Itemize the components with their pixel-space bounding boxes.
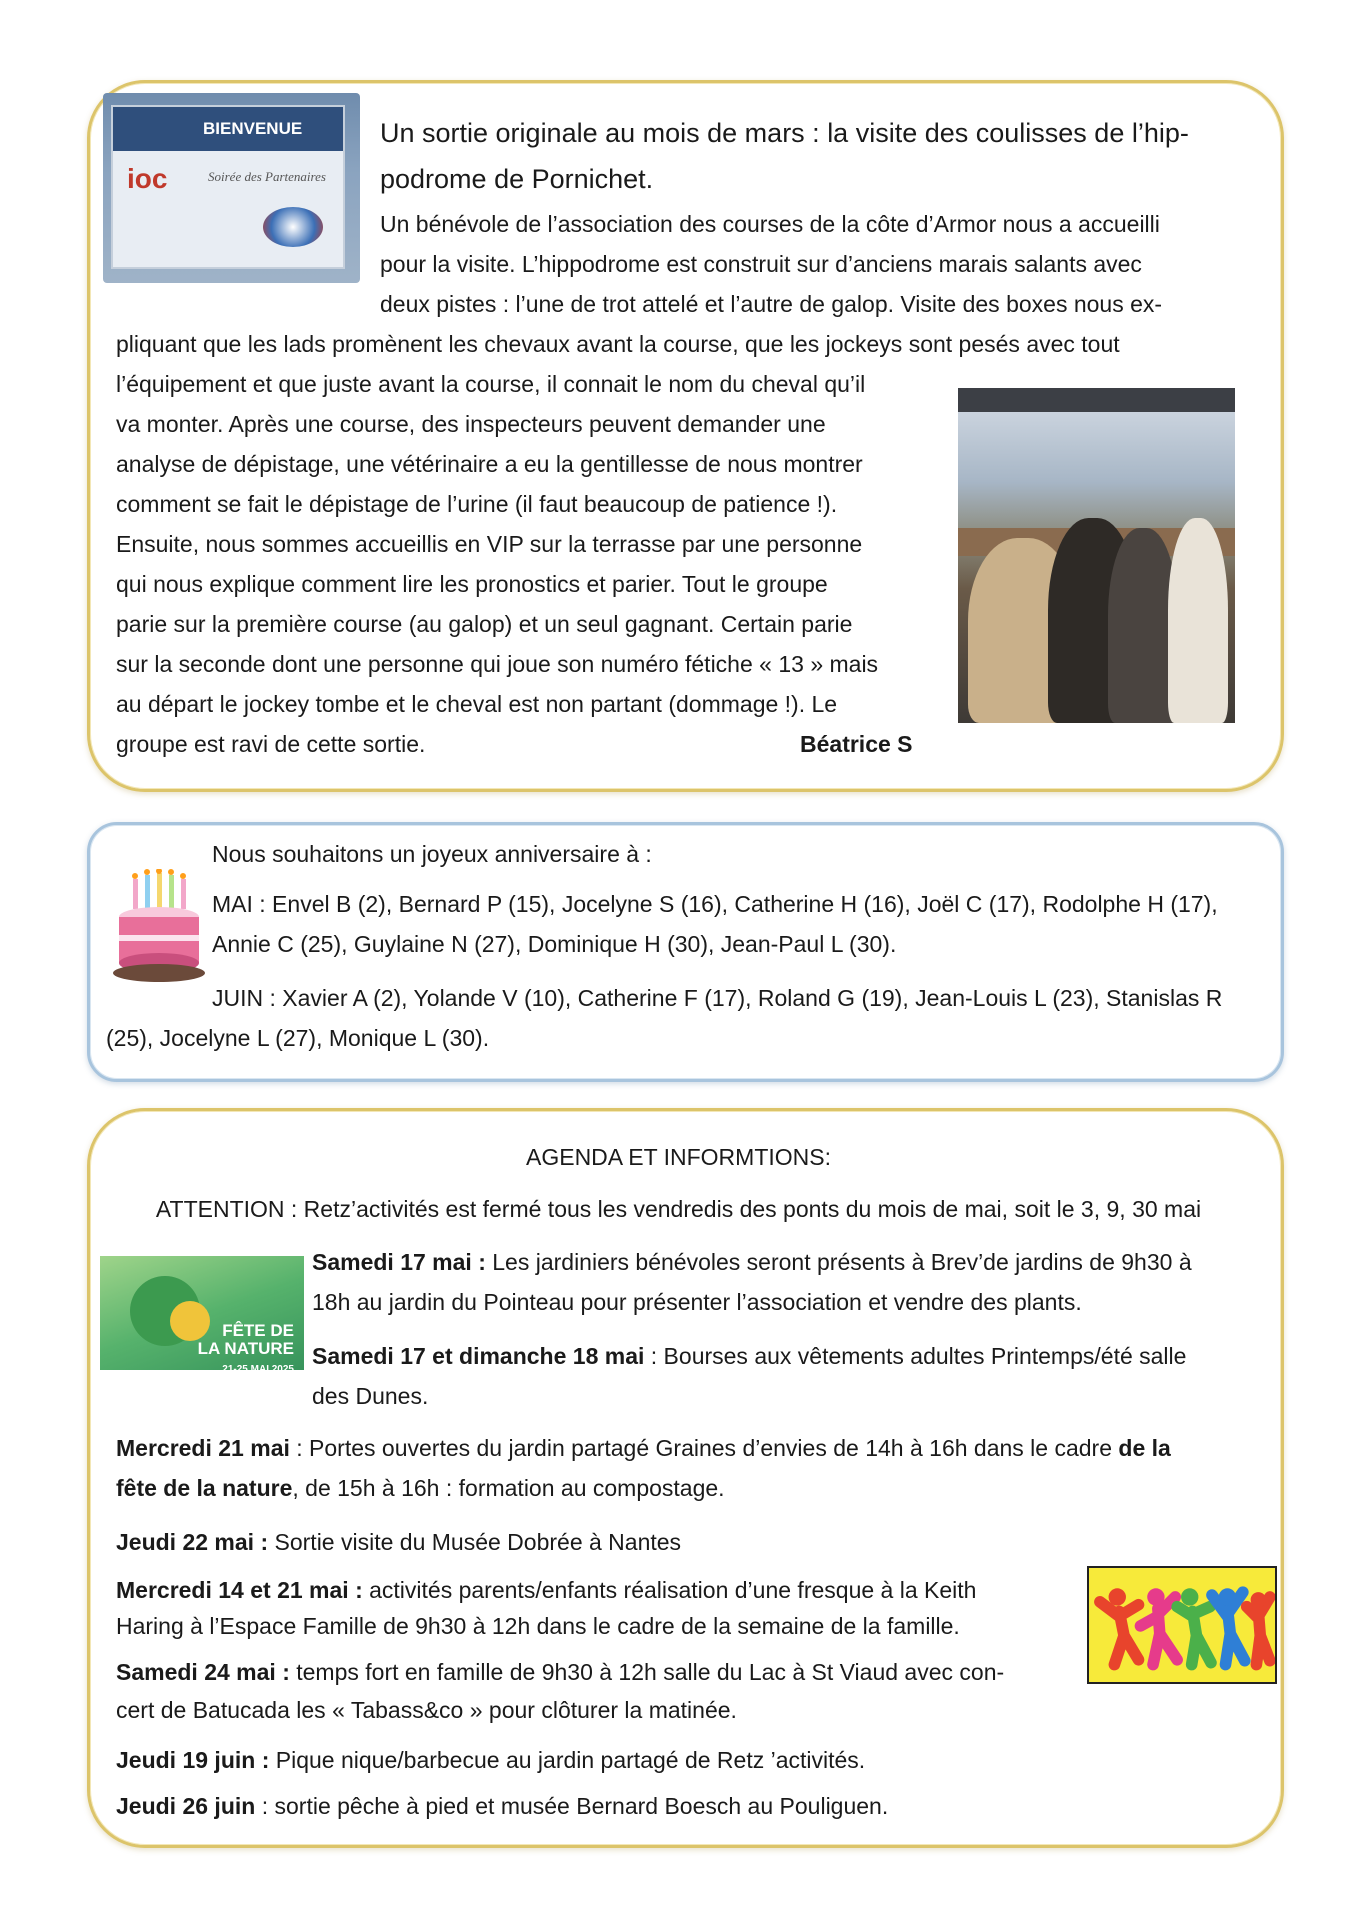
poster-title-line-1: FÊTE DE xyxy=(222,1321,294,1340)
agenda-description: : sortie pêche à pied et musée Bernard Boesch au Pouliguen. xyxy=(255,1793,889,1819)
agenda-item-7 xyxy=(116,1740,865,1780)
outing-text-line: pliquant que les lads promènent les chevaux avant la course, que les jockeys sont pesés avec tout xyxy=(116,331,1120,357)
outing-text-line: va monter. Après une course, des inspecteurs peuvent demander une xyxy=(116,411,826,437)
outing-text-line: groupe est ravi de cette sortie. xyxy=(116,731,426,757)
agenda-description: Les jardiniers bénévoles seront présents à Brev’de jardins de 9h30 à xyxy=(485,1249,1192,1275)
outing-text-line: comment se fait le dépistage de l’urine (il faut beaucoup de patience !). xyxy=(116,491,838,517)
nature-festival-poster xyxy=(100,1256,304,1396)
agenda-description: : Portes ouvertes du jardin partagé Graines d’envies de 14h à 16h dans le cadre xyxy=(289,1435,1119,1461)
may-birthdays-line-1 xyxy=(212,884,1218,924)
agenda-date: Samedi 17 mai : xyxy=(312,1249,486,1275)
outing-text-line: analyse de dépistage, une vétérinaire a eu la gentillesse de nous montrer xyxy=(116,451,863,477)
poster-partner-logos xyxy=(100,1370,304,1396)
agenda-date: Jeudi 22 mai : xyxy=(116,1529,269,1555)
partner-logo xyxy=(263,207,323,247)
outing-text-line: l’équipement et que juste avant la course, il connait le nom du cheval qu’il xyxy=(116,371,866,397)
outing-text-line: sur la seconde dont une personne qui joue son numéro fétiche « 13 » mais xyxy=(116,651,879,677)
agenda-date: Mercredi 21 mai xyxy=(116,1435,290,1461)
outing-title-line-1: Un sortie originale au mois de mars : la visite des coulisses de l’hip- xyxy=(380,118,1189,148)
person-figure xyxy=(1168,518,1228,723)
agenda-item-1-line-2: 18h au jardin du Pointeau pour présenter l’association et vendre des plants. xyxy=(312,1289,1082,1315)
outing-author: Béatrice S xyxy=(800,731,913,757)
outing-title-line-2: podrome de Pornichet. xyxy=(380,164,654,194)
agenda-item-6-line-2: cert de Batucada les « Tabass&co » pour clôturer la matinée. xyxy=(116,1697,737,1723)
agenda-item-4 xyxy=(116,1522,681,1562)
sign-subtitle: Soirée des Partenaires xyxy=(208,169,326,184)
agenda-item-5-line-1 xyxy=(116,1570,976,1610)
agenda-description: temps fort en famille de 9h30 à 12h salle du Lac à St Viaud avec con- xyxy=(289,1659,1005,1685)
roof-overhang xyxy=(958,388,1235,412)
agenda-description: Sortie visite du Musée Dobrée à Nantes xyxy=(268,1529,682,1555)
outing-text-line: pour la visite. L’hippodrome est construit sur d’anciens marais salants avec xyxy=(380,251,1142,277)
agenda-date: Jeudi 19 juin : xyxy=(116,1747,270,1773)
agenda-description: activités parents/enfants réalisation d’une fresque à la Keith xyxy=(362,1577,977,1603)
june-birthdays-line-2: (25), Jocelyne L (27), Monique L (30). xyxy=(106,1025,490,1051)
outing-text-line: Un bénévole de l’association des courses de la côte d’Armor nous a accueilli xyxy=(380,211,1160,237)
outing-text-line: parie sur la première course (au galop) et un seul gagnant. Certain parie xyxy=(116,611,853,637)
may-label: MAI xyxy=(212,891,253,917)
agenda-date: Samedi 17 et dimanche 18 mai xyxy=(312,1343,645,1369)
agenda-description: Pique nique/barbecue au jardin partagé de Retz ’activités. xyxy=(269,1747,866,1773)
outing-text-line: deux pistes : l’une de trot attelé et l’autre de galop. Visite des boxes nous ex- xyxy=(380,291,1163,317)
agenda-highlight: de la xyxy=(1118,1435,1171,1461)
june-names: : Xavier A (2), Yolande V (10), Catherine F (17), Roland G (19), Jean-Louis L (23), Stanislas R xyxy=(263,985,1223,1011)
agenda-date: Samedi 24 mai : xyxy=(116,1659,290,1685)
terrace-group-photo xyxy=(958,388,1235,723)
agenda-item-5-line-2: Haring à l’Espace Famille de 9h30 à 12h dans le cadre de la semaine de la famille. xyxy=(116,1613,960,1639)
agenda-date: Mercredi 14 et 21 mai : xyxy=(116,1577,363,1603)
agenda-highlight: fête de la nature xyxy=(116,1475,293,1501)
agenda-date: Jeudi 26 juin xyxy=(116,1793,256,1819)
may-birthdays-line-2: Annie C (25), Guylaine N (27), Dominique H (30), Jean-Paul L (30). xyxy=(212,931,897,957)
agenda-item-3-line-2 xyxy=(116,1468,725,1508)
agenda-item-2-line-1 xyxy=(312,1336,1186,1376)
agenda-item-3-line-1 xyxy=(116,1428,1171,1468)
agenda-item-1-line-1 xyxy=(312,1242,1192,1282)
outing-text-line: au départ le jockey tombe et le cheval est non partant (dommage !). Le xyxy=(116,691,838,717)
birthday-heading: Nous souhaitons un joyeux anniversaire à : xyxy=(212,841,652,867)
birthday-cake-icon xyxy=(111,869,207,987)
june-birthdays-line-1 xyxy=(212,978,1222,1018)
agenda-description: : Bourses aux vêtements adultes Printemps/été salle xyxy=(644,1343,1187,1369)
outing-text-line: qui nous explique comment lire les pronostics et parier. Tout le groupe xyxy=(116,571,828,597)
agenda-heading: AGENDA ET INFORMTIONS: xyxy=(526,1144,831,1170)
agenda-item-6-line-1 xyxy=(116,1652,1004,1692)
agenda-item-8 xyxy=(116,1786,888,1826)
agenda-description: , de 15h à 16h : formation au compostage. xyxy=(292,1475,725,1501)
may-names: : Envel B (2), Bernard P (15), Jocelyne S (16), Catherine H (16), Joël C (17), Rodolphe H (17), xyxy=(252,891,1218,917)
june-label: JUIN xyxy=(212,985,264,1011)
poster-title-line-2: LA NATURE xyxy=(197,1339,294,1358)
keith-haring-dancers-image xyxy=(1087,1566,1277,1684)
agenda-attention: ATTENTION : Retz’activités est fermé tous les vendredis des ponts du mois de mai, soit le 3, 9, 30 mai xyxy=(155,1196,1202,1222)
sign-title: BIENVENUE xyxy=(203,119,303,138)
outing-text-line: Ensuite, nous sommes accueillis en VIP sur la terrasse par une personne xyxy=(116,531,863,557)
hippodrome-welcome-photo xyxy=(103,93,360,283)
ioc-logo: ioc xyxy=(127,163,168,194)
agenda-item-2-line-2: des Dunes. xyxy=(312,1383,429,1409)
welcome-sign xyxy=(111,105,345,269)
